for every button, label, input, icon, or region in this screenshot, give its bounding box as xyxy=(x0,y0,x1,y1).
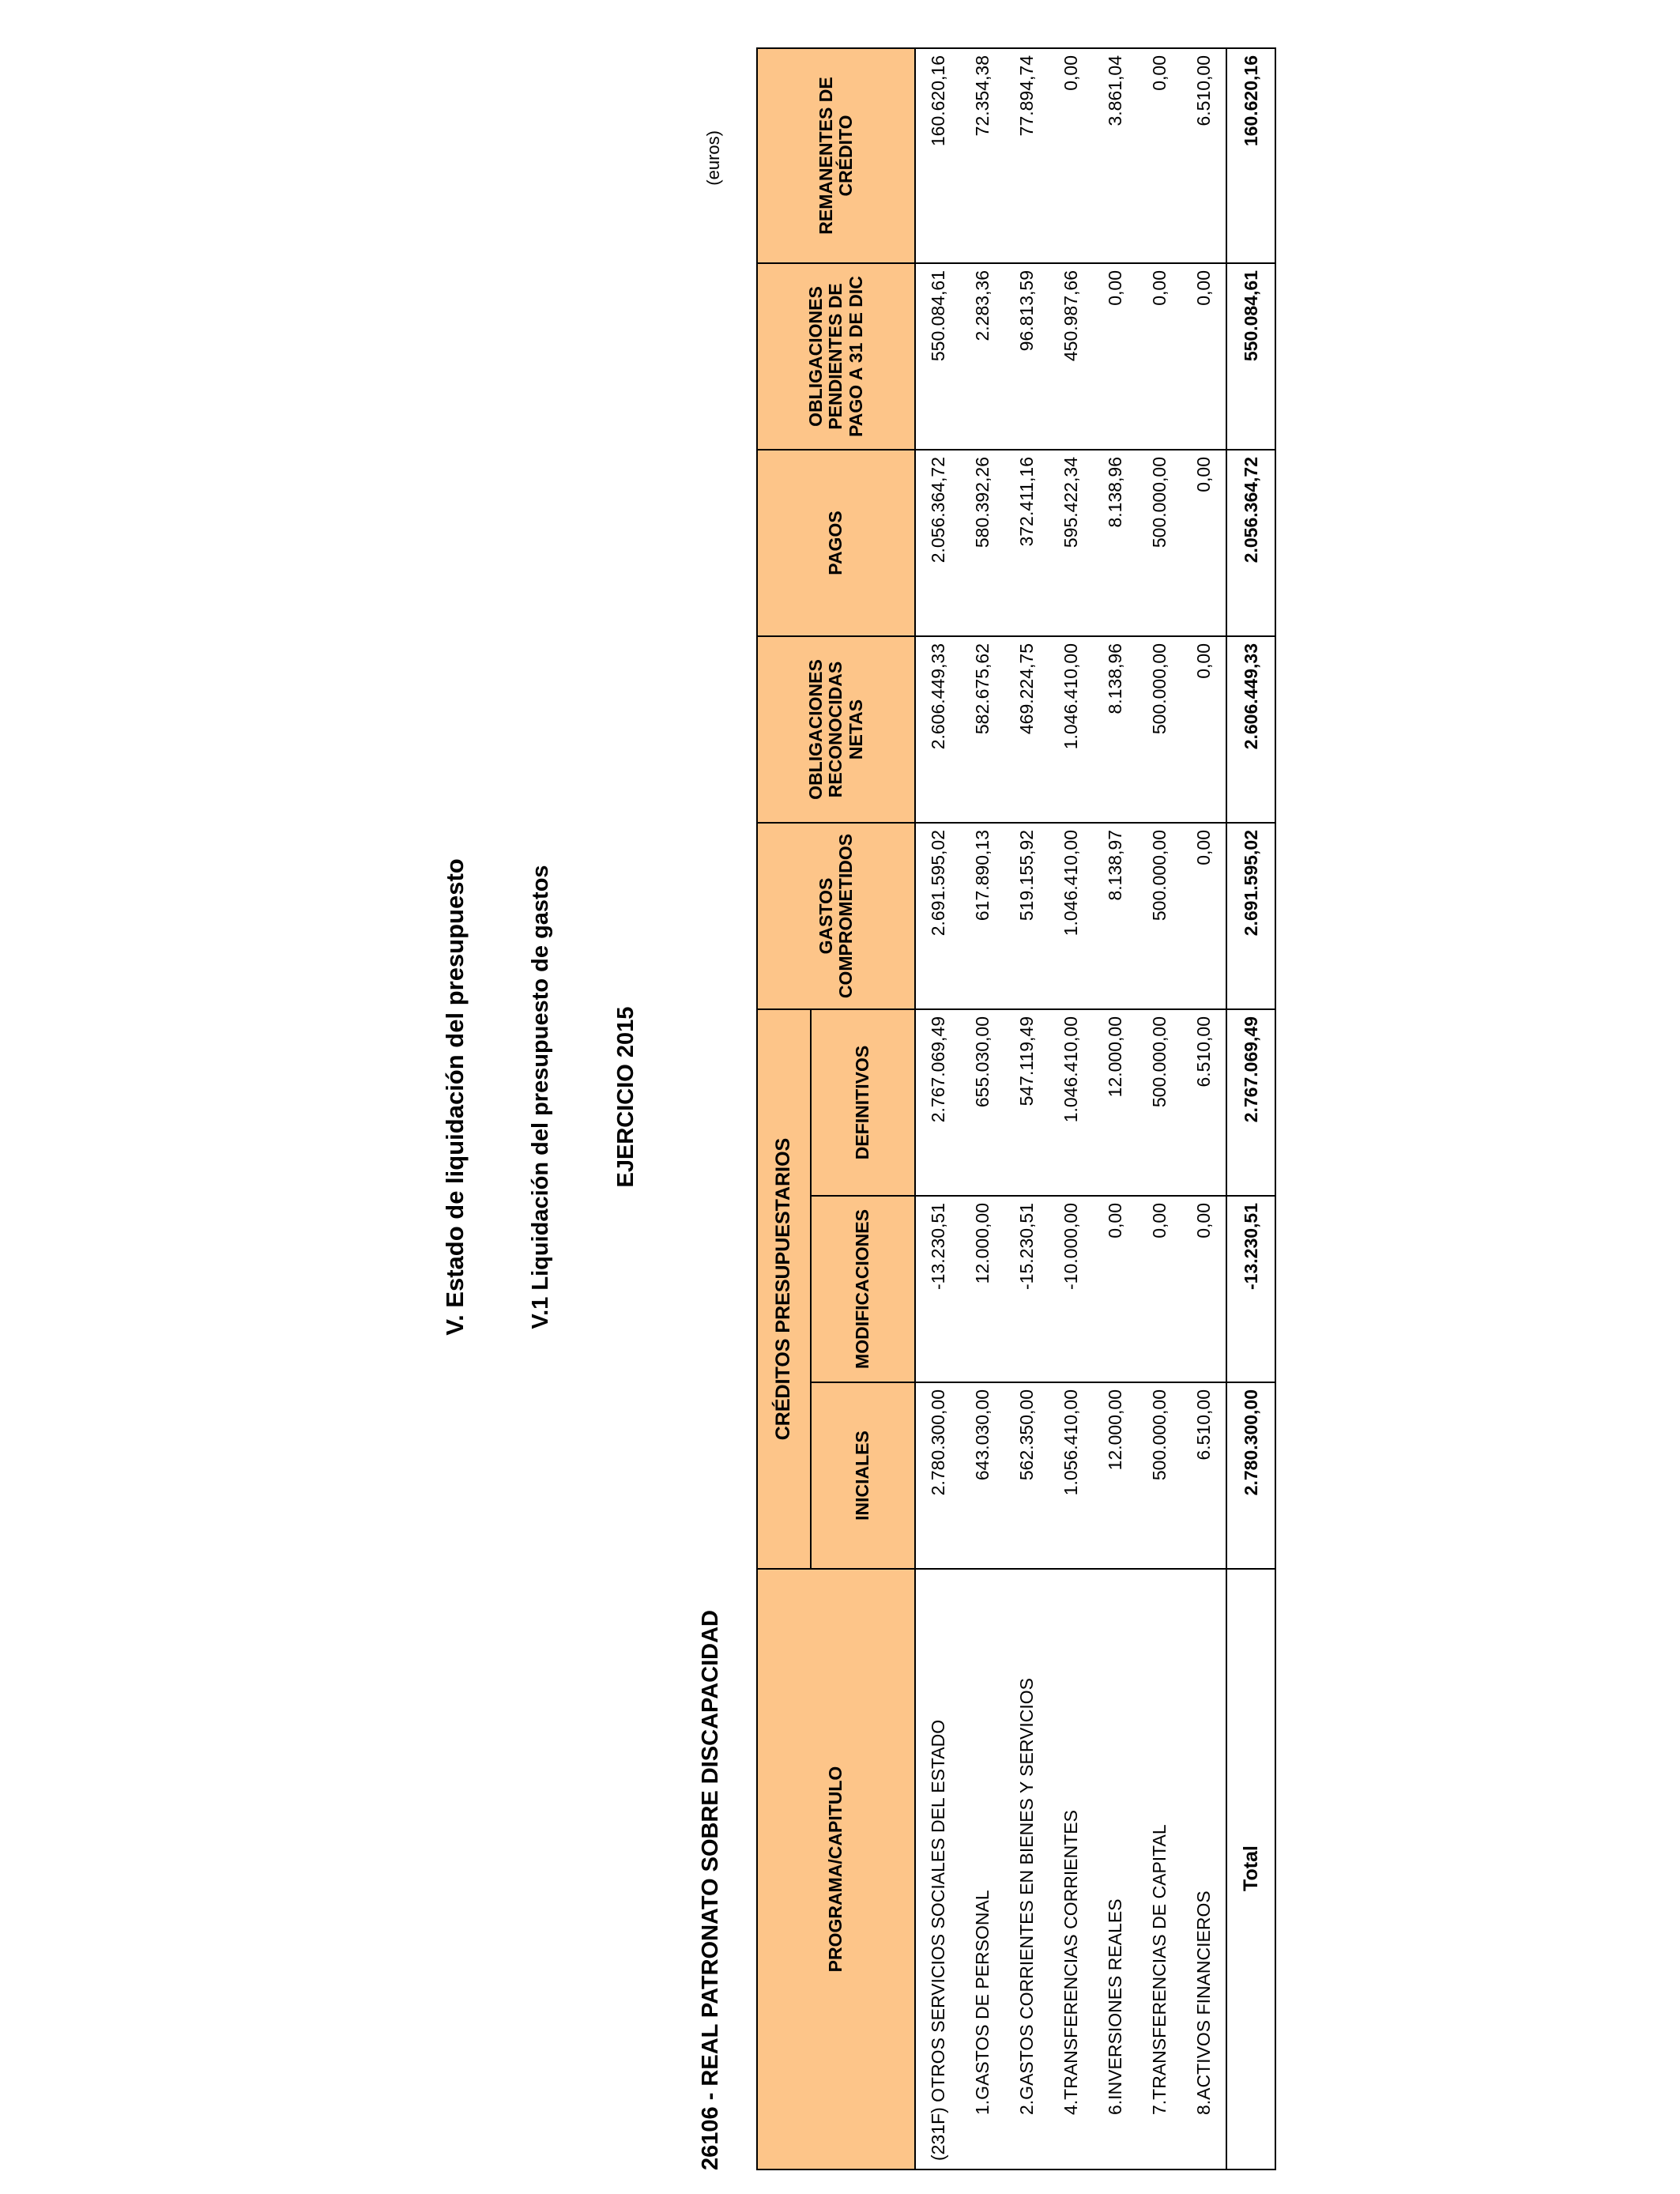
cell-modificaciones: -10.000,00 xyxy=(1049,1196,1093,1382)
cell-iniciales: 1.056.410,00 xyxy=(1049,1382,1093,1569)
total-remanentes: 160.620,16 xyxy=(1226,48,1275,263)
cell-pendientes: 2.283,36 xyxy=(960,263,1004,450)
cell-definitivos: 12.000,00 xyxy=(1093,1009,1137,1196)
cell-modificaciones: 0,00 xyxy=(1181,1196,1226,1382)
cell-definitivos: 1.046.410,00 xyxy=(1049,1009,1093,1196)
cell-modificaciones: -13.230,51 xyxy=(915,1196,960,1382)
cell-obligaciones: 469.224,75 xyxy=(1004,636,1049,823)
cell-obligaciones: 500.000,00 xyxy=(1137,636,1181,823)
cell-pagos: 372.411,16 xyxy=(1004,450,1049,636)
row-label: 1.GASTOS DE PERSONAL xyxy=(960,1569,1004,2169)
entity-name: 26106 - REAL PATRONATO SOBRE DISCAPACIDAD xyxy=(698,1610,723,2170)
row-label: 2.GASTOS CORRIENTES EN BIENES Y SERVICIOS xyxy=(1004,1569,1049,2169)
total-pendientes: 550.084,61 xyxy=(1226,263,1275,450)
cell-gastos: 500.000,00 xyxy=(1137,823,1181,1009)
cell-definitivos: 6.510,00 xyxy=(1181,1009,1226,1196)
total-iniciales: 2.780.300,00 xyxy=(1226,1382,1275,1569)
exercise-label: EJERCICIO 2015 xyxy=(613,1006,638,1188)
cell-remanentes: 3.861,04 xyxy=(1093,48,1137,263)
cell-pendientes: 0,00 xyxy=(1181,263,1226,450)
cell-iniciales: 500.000,00 xyxy=(1137,1382,1181,1569)
cell-definitivos: 655.030,00 xyxy=(960,1009,1004,1196)
cell-gastos: 8.138,97 xyxy=(1093,823,1137,1009)
cell-definitivos: 547.119,49 xyxy=(1004,1009,1049,1196)
cell-pagos: 500.000,00 xyxy=(1137,450,1181,636)
col-iniciales: INICIALES xyxy=(811,1382,915,1569)
cell-remanentes: 6.510,00 xyxy=(1181,48,1226,263)
cell-iniciales: 6.510,00 xyxy=(1181,1382,1226,1569)
table-row-total xyxy=(1226,48,1275,2169)
cell-obligaciones: 1.046.410,00 xyxy=(1049,636,1093,823)
col-definitivos: DEFINITIVOS xyxy=(811,1009,915,1196)
cell-gastos: 0,00 xyxy=(1181,823,1226,1009)
cell-definitivos: 2.767.069,49 xyxy=(915,1009,960,1196)
cell-gastos: 617.890,13 xyxy=(960,823,1004,1009)
table-row xyxy=(960,48,1004,2169)
total-obligaciones: 2.606.449,33 xyxy=(1226,636,1275,823)
cell-pagos: 580.392,26 xyxy=(960,450,1004,636)
cell-obligaciones: 2.606.449,33 xyxy=(915,636,960,823)
col-group-creditos: CRÉDITOS PRESUPUESTARIOS xyxy=(757,1009,811,1569)
col-gastos: GASTOS COMPROMETIDOS xyxy=(757,823,915,1009)
col-programa: PROGRAMA/CAPITULO xyxy=(757,1569,915,2169)
col-obligaciones: OBLIGACIONES RECONOCIDAS NETAS xyxy=(757,636,915,823)
table-row xyxy=(1049,48,1093,2169)
total-definitivos: 2.767.069,49 xyxy=(1226,1009,1275,1196)
col-modificaciones: MODIFICACIONES xyxy=(811,1196,915,1382)
cell-pagos: 8.138,96 xyxy=(1093,450,1137,636)
cell-modificaciones: 0,00 xyxy=(1093,1196,1137,1382)
cell-pagos: 2.056.364,72 xyxy=(915,450,960,636)
col-pendientes: OBLIGACIONES PENDIENTES DE PAGO A 31 DE DIC xyxy=(757,263,915,450)
cell-iniciales: 2.780.300,00 xyxy=(915,1382,960,1569)
cell-iniciales: 643.030,00 xyxy=(960,1382,1004,1569)
cell-remanentes: 160.620,16 xyxy=(915,48,960,263)
cell-modificaciones: -15.230,51 xyxy=(1004,1196,1049,1382)
cell-pendientes: 96.813,59 xyxy=(1004,263,1049,450)
cell-iniciales: 12.000,00 xyxy=(1093,1382,1137,1569)
cell-obligaciones: 0,00 xyxy=(1181,636,1226,823)
cell-pendientes: 0,00 xyxy=(1093,263,1137,450)
cell-pendientes: 0,00 xyxy=(1137,263,1181,450)
cell-remanentes: 72.354,38 xyxy=(960,48,1004,263)
cell-modificaciones: 12.000,00 xyxy=(960,1196,1004,1382)
row-label: (231F) OTROS SERVICIOS SOCIALES DEL ESTADO xyxy=(915,1569,960,2169)
total-label: Total xyxy=(1226,1569,1275,2169)
row-label: 7.TRANSFERENCIAS DE CAPITAL xyxy=(1137,1569,1181,2169)
cell-iniciales: 562.350,00 xyxy=(1004,1382,1049,1569)
cell-gastos: 519.155,92 xyxy=(1004,823,1049,1009)
page-subtitle: V.1 Liquidación del presupuesto de gastos xyxy=(528,865,553,1329)
table-row-program xyxy=(915,48,960,2169)
cell-definitivos: 500.000,00 xyxy=(1137,1009,1181,1196)
table-row xyxy=(1004,48,1049,2169)
cell-pagos: 595.422,34 xyxy=(1049,450,1093,636)
total-gastos: 2.691.595,02 xyxy=(1226,823,1275,1009)
col-remanentes: REMANENTES DE CRÉDITO xyxy=(757,48,915,263)
total-modificaciones: -13.230,51 xyxy=(1226,1196,1275,1382)
cell-modificaciones: 0,00 xyxy=(1137,1196,1181,1382)
cell-gastos: 1.046.410,00 xyxy=(1049,823,1093,1009)
cell-pagos: 0,00 xyxy=(1181,450,1226,636)
table-row xyxy=(1093,48,1137,2169)
table-row xyxy=(1181,48,1226,2169)
cell-obligaciones: 8.138,96 xyxy=(1093,636,1137,823)
cell-remanentes: 77.894,74 xyxy=(1004,48,1049,263)
cell-gastos: 2.691.595,02 xyxy=(915,823,960,1009)
row-label: 8.ACTIVOS FINANCIEROS xyxy=(1181,1569,1226,2169)
budget-liquidation-table xyxy=(756,47,1276,2170)
page-title: V. Estado de liquidación del presupuesto xyxy=(441,858,469,1336)
cell-remanentes: 0,00 xyxy=(1049,48,1093,263)
cell-remanentes: 0,00 xyxy=(1137,48,1181,263)
cell-pendientes: 450.987,66 xyxy=(1049,263,1093,450)
cell-pendientes: 550.084,61 xyxy=(915,263,960,450)
row-label: 6.INVERSIONES REALES xyxy=(1093,1569,1137,2169)
table-row xyxy=(1137,48,1181,2169)
col-pagos: PAGOS xyxy=(757,450,915,636)
total-pagos: 2.056.364,72 xyxy=(1226,450,1275,636)
row-label: 4.TRANSFERENCIAS CORRIENTES xyxy=(1049,1569,1093,2169)
unit-label: (euros) xyxy=(703,130,723,186)
cell-obligaciones: 582.675,62 xyxy=(960,636,1004,823)
